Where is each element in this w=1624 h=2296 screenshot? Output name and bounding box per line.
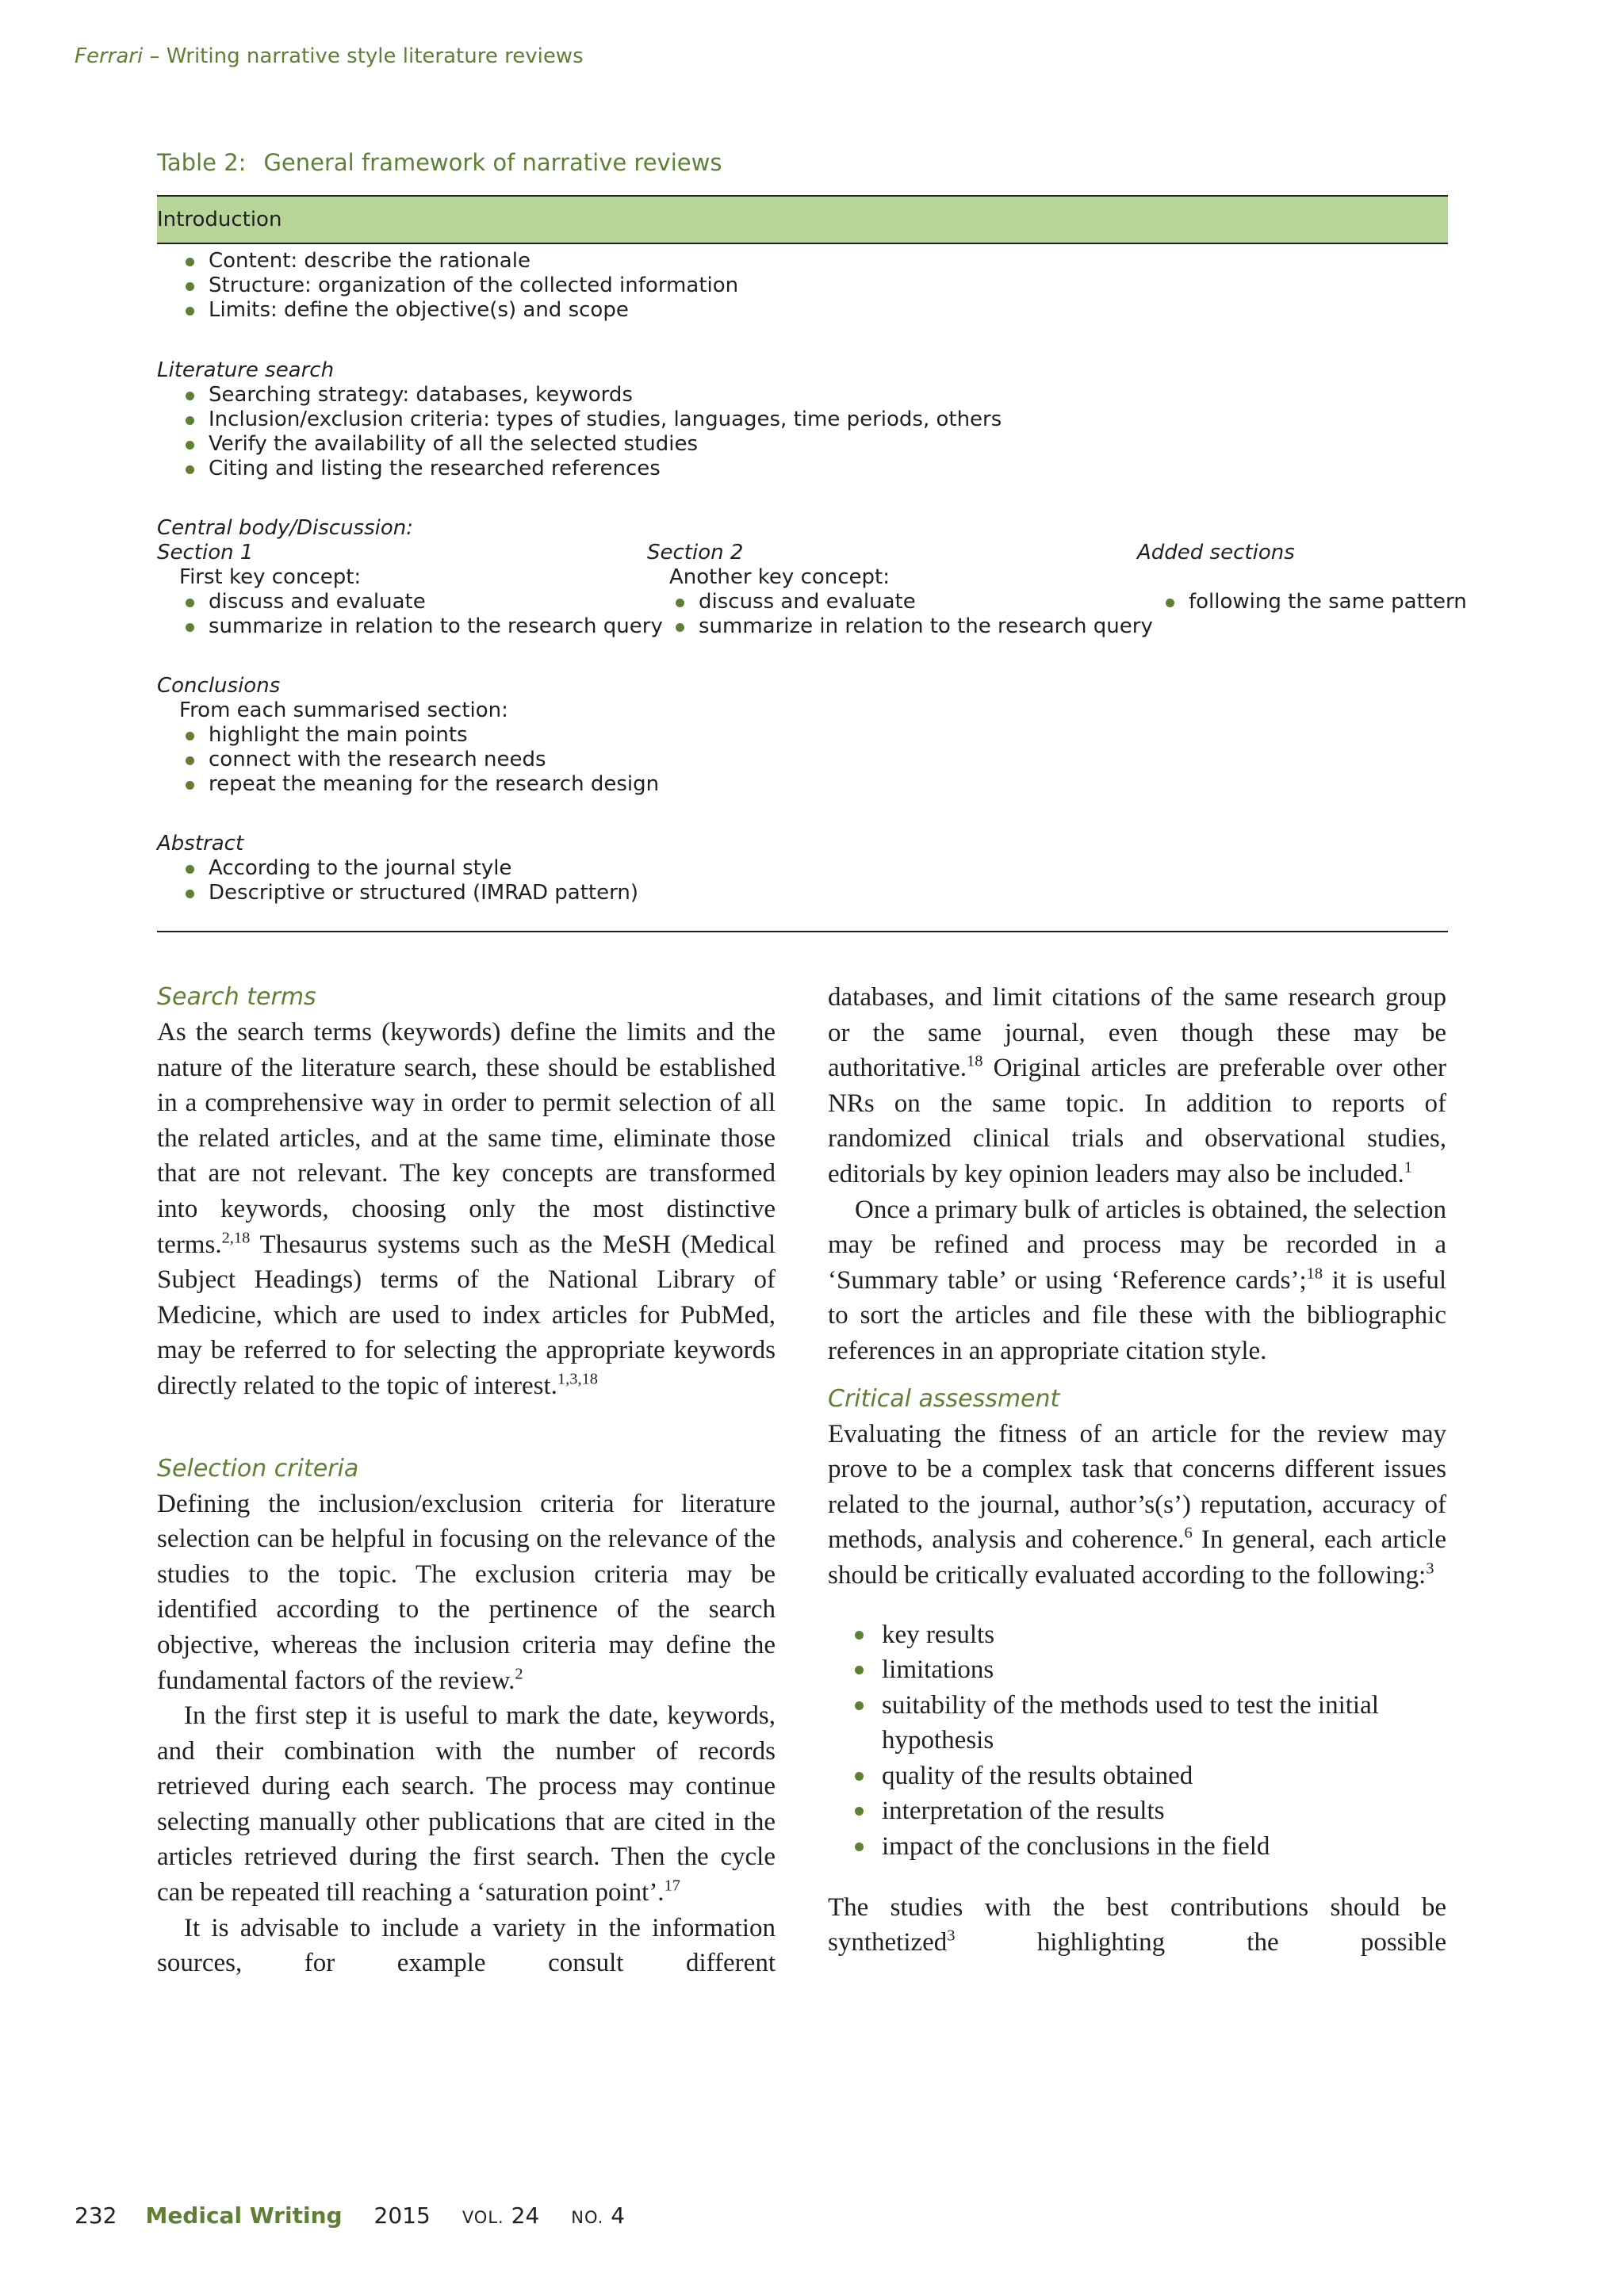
list-item: limitations [828,1652,1446,1688]
list-item: Inclusion/exclusion criteria: types of studies, languages, time periods, others [157,408,1002,432]
running-head [75,44,584,68]
list-item: summarize in relation to the research query [157,614,663,639]
list-item: quality of the results obtained [828,1758,1446,1794]
literature-search-heading: Literature search [157,358,335,382]
table-number: Table 2: [157,149,247,176]
table-header-introduction: Introduction [157,197,1448,244]
list-item: Content: describe the rationale [157,249,738,274]
running-head-separator: – [143,44,167,68]
conclusions-intro: From each summarised section: [179,698,508,722]
right-column [828,980,1446,1961]
selection-criteria-paragraph-1: Defining the inclusion/exclusion criteria for literature selection can be helpful in focusing on the relevance of the studies to the topic. The exclusion criteria may be identified according to the pertinence of the search objective, whereas the inclusion criteria may define the fundamental factors of the review.$^2$ [157,1489,776,1695]
final-paragraph: The studies with the best contributions should be synthetized$^3$ highlighting the possible [828,1892,1446,1957]
page-number: 232 [75,2202,117,2229]
list-item: impact of the conclusions in the field [828,1829,1446,1865]
list-item: According to the journal style [157,856,638,881]
table-caption [157,149,722,176]
volume-number: 24 [511,2202,540,2229]
list-item: suitability of the methods used to test the initial hypothesis [828,1688,1446,1758]
abstract-heading: Abstract [157,832,244,855]
running-head-title: Writing narrative style literature reviews [166,44,584,68]
list-item: highlight the main points [157,723,659,748]
list-item: interpretation of the results [828,1793,1446,1829]
list-item: Descriptive or structured (IMRAD pattern) [157,881,638,905]
list-item: summarize in relation to the research query [647,614,1153,639]
selection-criteria-heading: Selection criteria [157,1454,359,1483]
list-item: Citing and listing the researched references [157,457,1002,481]
list-item: repeat the meaning for the research design [157,772,659,797]
conclusions-section [157,674,659,797]
page-footer [75,2202,625,2229]
abstract-section [157,832,638,905]
selection-criteria-paragraph-2: In the first step it is useful to mark the date, keywords, and their combination with the number of records retrieved during each search. The process may continue selecting manually other publications that are cited in the articles retrieved during the first search. Then the cycle can be repeated till reaching a ‘saturation point’.$^{17}$ [157,1701,776,1908]
critical-assessment-paragraph: Evaluating the fitness of an article for the review may prove to be a complex task that concerns different issues related to the journal, author’s(s’) reputation, accuracy of methods, analysis and coherence.$^6$ In general, each article should be critically evaluated according to the following:$^3$ [828,1419,1447,1590]
list-item: Verify the availability of all the selected studies [157,432,1002,457]
section-2-column [647,541,1153,639]
year: 2015 [373,2202,431,2229]
section-1-column [157,541,663,639]
assessment-list [828,1617,1446,1865]
list-item: discuss and evaluate [647,590,1153,614]
table-title: General framework of narrative reviews [263,149,722,176]
list-item: Searching strategy: databases, keywords [157,383,1002,408]
list-item: discuss and evaluate [157,590,663,614]
section-2-heading: Section 2 [647,541,744,564]
issue-number: 4 [611,2202,626,2229]
right-paragraph-1: databases, and limit citations of the same research group or the same journal, even though these may be authoritative.$^{18}$ Original articles are preferable over other NRs on the same topic. In addition to reports of randomized clinical trials and observational studies, editorials by key opinion leaders may also be included.$^1$ [828,983,1446,1188]
list-item: Structure: organization of the collected information [157,274,738,298]
added-sections-column [1137,541,1467,614]
search-terms-heading: Search terms [157,983,316,1011]
left-column [157,980,776,1981]
literature-search-section [157,358,1002,481]
issue-label: NO. [571,2208,604,2227]
section-1-heading: Section 1 [157,541,254,564]
intro-section [157,249,738,323]
journal-name: Medical Writing [145,2202,343,2229]
central-body-heading: Central body/Discussion: [157,516,414,540]
right-paragraph-2: Once a primary bulk of articles is obtained, the selection may be refined and process may be recorded in a ‘Summary table’ or using ‘Reference cards’;$^{18}$ it is useful to sort the articles and file these with the bibliographic references in an appropriate citation style. [828,1195,1447,1365]
list-item: connect with the research needs [157,748,659,772]
list-item: following the same pattern [1137,590,1467,614]
section-2-concept: Another key concept: [669,565,891,589]
added-sections-heading: Added sections [1137,541,1295,564]
list-item: key results [828,1617,1446,1653]
section-1-concept: First key concept: [179,565,362,589]
conclusions-heading: Conclusions [157,674,281,698]
central-body-section [157,516,1467,643]
framework-table [157,195,1467,932]
critical-assessment-heading: Critical assessment [828,1384,1060,1413]
list-item: Limits: define the objective(s) and scope [157,298,738,323]
search-terms-paragraph: As the search terms (keywords) define the limits and the nature of the literature search, these should be established in a comprehensive way in order to permit selection of all the related articles, and at the same time, eliminate those that are not relevant. The key concepts are transformed into keywords, choosing only the most distinctive terms.$^{2,18}$ Thesaurus systems such as the MeSH (Medical Subject Headings) terms of the National Library of Medicine, which are used to index articles for PubMed, may be referred to for selecting the appropriate keywords directly related to the topic of interest.$^{1,3,18}$ [157,1018,776,1400]
running-head-author: Ferrari [75,44,144,68]
selection-criteria-paragraph-3: It is advisable to include a variety in the information sources, for example consult different [157,1913,776,1978]
volume-label: VOL. [462,2208,504,2227]
